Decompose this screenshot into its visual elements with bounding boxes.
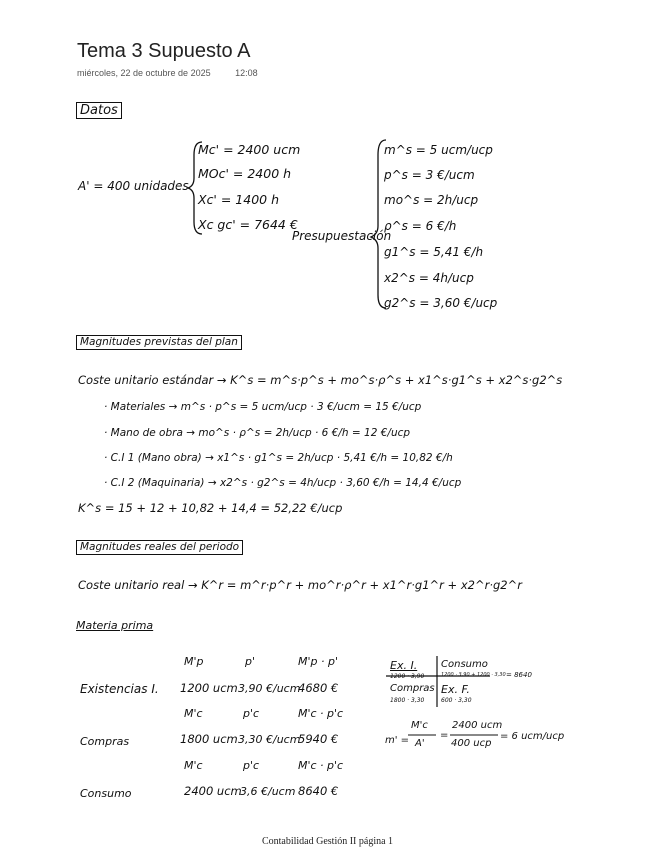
mp-row3-value-1: 2400 ucm xyxy=(184,784,242,798)
datos-left-item-3: Xc' = 1400 h xyxy=(198,192,279,207)
mp-row3-header-3: M'c · p'c xyxy=(298,759,344,772)
presup-item-4: ρ^s = 6 €/h xyxy=(384,219,457,233)
ratio-numerator-2: 2400 ucm xyxy=(452,720,503,731)
ratio-denominator-1: A' xyxy=(415,738,425,749)
page-time: 12:08 xyxy=(235,68,258,78)
mp-row1-label: Existencias I. xyxy=(80,682,159,696)
ratio-lhs: m' = xyxy=(385,735,410,746)
ratio-denominator-2: 400 ucp xyxy=(451,738,492,749)
plan-item-materiales: · Materiales → m^s · p^s = 5 ucm/ucp · 3 €/ucm = 15 €/ucp xyxy=(104,401,422,413)
mp-row2-header-3: M'c · p'c xyxy=(298,707,344,720)
mp-row2-value-1: 1800 ucm xyxy=(180,732,238,746)
section-heading-magnitudes-previstas: Magnitudes previstas del plan xyxy=(76,335,242,350)
plan-item-ci1: · C.I 1 (Mano obra) → x1^s · g1^s = 2h/ucp · 5,41 €/h = 10,82 €/h xyxy=(104,452,453,464)
section-heading-datos: Datos xyxy=(76,102,122,119)
tcard-ex-inicial: Ex. I. xyxy=(390,659,418,672)
mp-row3-value-3: 8640 € xyxy=(298,784,339,798)
mp-row3-header-2: p'c xyxy=(243,759,260,772)
page-date: miércoles, 22 de octubre de 2025 xyxy=(77,68,211,78)
plan-item-mano-obra: · Mano de obra → mo^s · ρ^s = 2h/ucp · 6 €/h = 12 €/ucp xyxy=(104,427,411,439)
plan-total: K^s = 15 + 12 + 10,82 + 14,4 = 52,22 €/ucp xyxy=(78,501,343,515)
mp-row1-value-3: 4680 € xyxy=(298,681,339,695)
presup-item-7: g2^s = 3,60 €/ucp xyxy=(384,296,498,310)
mp-row2-value-2: 3,30 €/ucm xyxy=(238,733,301,746)
ratio-result: = 6 ucm/ucp xyxy=(500,731,565,742)
tcard-compras-sub: 1800 · 3,30 xyxy=(390,697,425,704)
mp-row1-header-3: M'p · p' xyxy=(298,655,338,668)
plan-formula: Coste unitario estándar → K^s = m^s·p^s + mo^s·ρ^s + x1^s·g1^s + x2^s·g2^s xyxy=(78,373,563,387)
ratio-equals: = xyxy=(440,730,449,741)
presup-item-3: mo^s = 2h/ucp xyxy=(384,193,479,207)
page-footer: Contabilidad Gestión II página 1 xyxy=(261,836,394,847)
datos-units: A' = 400 unidades xyxy=(78,179,189,193)
presupuestacion-label: Presupuestación xyxy=(292,229,392,243)
tcard-compras: Compras xyxy=(390,683,435,694)
mp-row3-value-2: 3,6 €/ucm xyxy=(240,785,296,798)
real-formula: Coste unitario real → K^r = m^r·p^r + mo^r·ρ^r + x1^r·g1^r + x2^r·g2^r xyxy=(78,578,522,592)
datos-left-item-2: MOc' = 2400 h xyxy=(198,166,292,181)
mp-row2-value-3: 5940 € xyxy=(298,732,339,746)
mp-row1-value-2: 3,90 €/ucm xyxy=(238,682,301,695)
mp-row2-label: Compras xyxy=(80,735,130,748)
page-title: Tema 3 Supuesto A xyxy=(77,40,251,62)
presup-item-6: x2^s = 4h/ucp xyxy=(384,271,474,285)
presup-item-2: p^s = 3 €/ucm xyxy=(384,168,475,182)
tcard-ex-inicial-sub: 1200 · 3,90 xyxy=(390,673,425,680)
section-heading-magnitudes-reales: Magnitudes reales del periodo xyxy=(76,540,243,555)
ratio-numerator-1: M'c xyxy=(411,720,428,731)
datos-left-item-4: Xc gc' = 7644 € xyxy=(198,217,298,232)
presup-item-5: g1^s = 5,41 €/h xyxy=(384,245,484,259)
mp-row2-header-1: M'c xyxy=(184,707,203,720)
mp-row2-header-2: p'c xyxy=(243,707,260,720)
mp-row1-header-1: M'p xyxy=(184,655,204,668)
tcard-consumo-result: = 8640 xyxy=(506,671,532,679)
tcard-consumo: Consumo xyxy=(441,659,488,670)
mp-row1-value-1: 1200 ucm xyxy=(180,681,238,695)
mp-row3-header-1: M'c xyxy=(184,759,203,772)
mp-row3-label: Consumo xyxy=(80,787,132,800)
plan-item-ci2: · C.I 2 (Maquinaria) → x2^s · g2^s = 4h/ucp · 3,60 €/h = 14,4 €/ucp xyxy=(104,477,462,489)
mp-row1-header-2: p' xyxy=(245,655,256,668)
tcard-ex-final: Ex. F. xyxy=(441,683,470,696)
section-heading-materia-prima: Materia prima xyxy=(76,619,154,632)
tcard-ex-final-sub: 600 · 3,30 xyxy=(441,697,472,704)
datos-left-item-1: Mc' = 2400 ucm xyxy=(198,142,301,157)
tcard-consumo-sub: 1200 · 3,90 + 1200 · 3,30 xyxy=(441,672,506,678)
presup-item-1: m^s = 5 ucm/ucp xyxy=(384,143,493,157)
